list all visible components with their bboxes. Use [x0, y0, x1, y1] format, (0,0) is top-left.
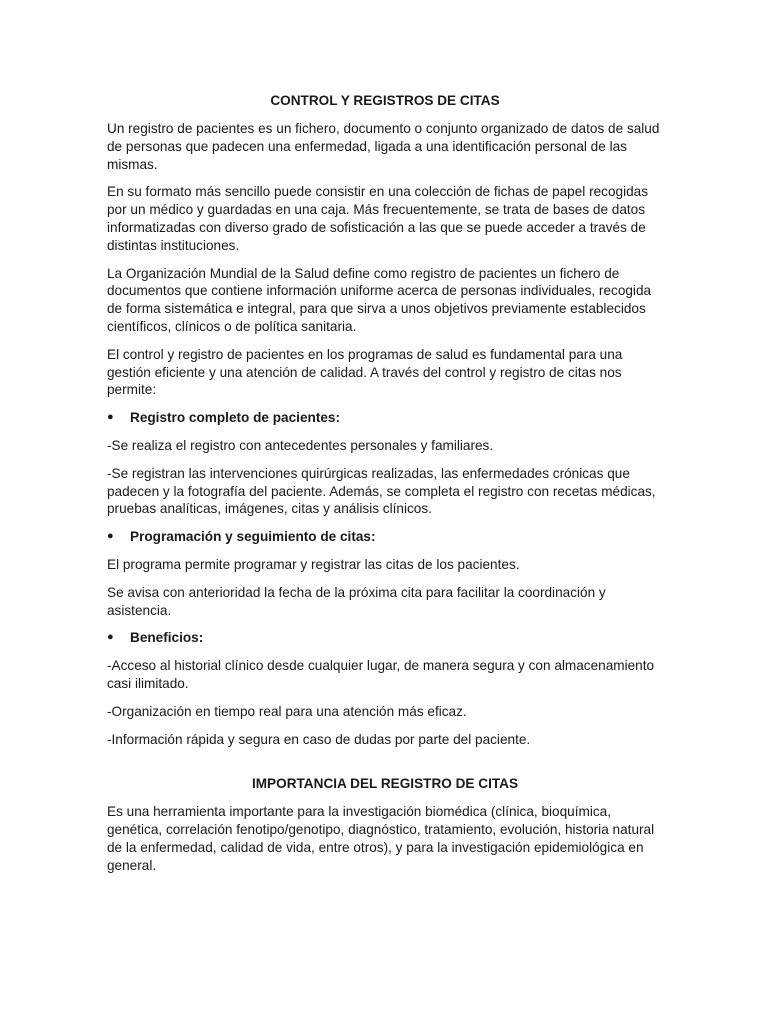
bullet-icon: ● — [107, 631, 114, 644]
bullet-beneficios — [107, 629, 663, 647]
intro-paragraph-4: El control y registro de pacientes en los programas de salud es fundamental para una gestión eficiente y una atención de calidad. A través del control y registro de citas nos permite: — [107, 346, 623, 398]
intro-paragraph-2: En su formato más sencillo puede consistir en una colección de fichas de papel recogidas por un médico y guardadas en una caja. Más frecuentemente, se trata de bases de datos informatizadas con diverso grado de sofisticación a las que se puede acceder a través de distintas instituciones. — [107, 184, 649, 253]
bullet-icon: ● — [107, 530, 114, 543]
section-1-paragraph-1: -Se realiza el registro con antecedentes personales y familiares. — [107, 437, 494, 453]
bullet-programacion-citas — [107, 528, 663, 546]
bullet-label: Programación y seguimiento de citas: — [130, 529, 376, 545]
bullet-icon: ● — [107, 411, 114, 424]
section-2-paragraph-1: El programa permite programar y registrar las citas de los pacientes. — [107, 556, 520, 572]
bullet-label: Beneficios: — [130, 630, 204, 646]
bullet-registro-completo — [107, 409, 663, 427]
bullet-label: Registro completo de pacientes: — [130, 410, 340, 426]
document-title: CONTROL Y REGISTROS DE CITAS — [270, 93, 500, 108]
section-1-paragraph-2: -Se registran las intervenciones quirúrgicas realizadas, las enfermedades crónicas que padecen y la fotografía del paciente. Además, se completa el registro con recetas médicas, pruebas analíticas, imágenes, citas y análisis clínicos. — [107, 465, 656, 517]
outro-paragraph-1: Es una herramienta importante para la investigación biomédica (clínica, bioquímica, genética, correlación fenotipo/genotipo, diagnóstico, tratamiento, evolución, historia natural de la enfermedad, calidad de vida, entre otros), y para la investigación epidemiológica en general. — [107, 804, 655, 873]
document-page — [107, 92, 663, 885]
section-3-paragraph-3: -Información rápida y segura en caso de dudas por parte del paciente. — [107, 731, 531, 747]
section-2-paragraph-2: Se avisa con anterioridad la fecha de la próxima cita para facilitar la coordinación y asistencia. — [107, 584, 606, 618]
section-3-paragraph-2: -Organización en tiempo real para una atención más eficaz. — [107, 703, 467, 719]
section-3-paragraph-1: -Acceso al historial clínico desde cualquier lugar, de manera segura y con almacenamiento casi ilimitado. — [107, 658, 655, 691]
intro-paragraph-3: La Organización Mundial de la Salud define como registro de pacientes un fichero de documentos que contiene información uniforme acerca de personas individuales, recogida de forma sistemática e integral, para que sirva a unos objetivos previamente establecidos científicos, clínicos o de política sanitaria. — [107, 265, 652, 334]
intro-paragraph-1: Un registro de pacientes es un fichero, documento o conjunto organizado de datos de salud de personas que padecen una enfermedad, ligada a una identificación personal de las mismas. — [107, 121, 660, 172]
document-subtitle: IMPORTANCIA DEL REGISTRO DE CITAS — [251, 776, 519, 792]
